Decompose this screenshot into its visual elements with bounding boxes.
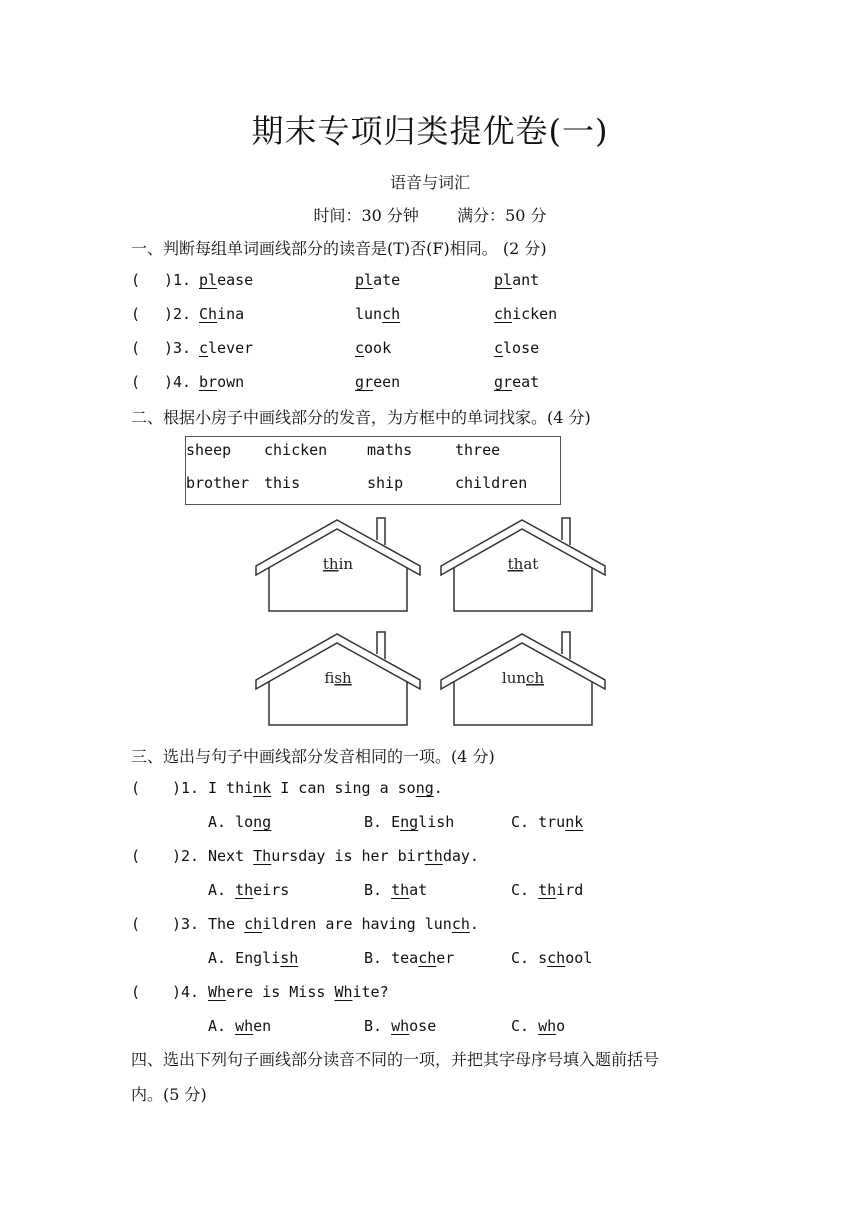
underlined-part: nk <box>565 813 584 831</box>
option-a[interactable] <box>208 881 289 899</box>
answer-bracket[interactable]: ( <box>131 339 141 357</box>
house-chimney <box>562 632 570 659</box>
word-part: ird <box>556 881 584 899</box>
underlined-part: th <box>322 555 339 573</box>
house-label <box>502 669 545 687</box>
question-sentence <box>208 779 443 797</box>
underlined-part: ng <box>253 813 272 831</box>
word-part: icken <box>512 305 558 323</box>
page-title: 期末专项归类提优卷(一) <box>251 112 609 150</box>
underlined-part: sh <box>280 949 299 967</box>
word-part: ose <box>409 1017 437 1035</box>
underlined-part: br <box>199 373 218 391</box>
word-part: eirs <box>253 881 290 899</box>
word-part: ere is Miss <box>226 983 335 1001</box>
underlined-part: gr <box>355 373 374 391</box>
score-info: 满分：50 分 <box>457 206 547 225</box>
option-c[interactable] <box>511 881 583 899</box>
word-part: The <box>208 915 245 933</box>
underlined-part: th <box>424 847 443 865</box>
answer-bracket[interactable]: ( <box>131 915 141 933</box>
underlined-part: ng <box>400 813 419 831</box>
underlined-part: wh <box>391 1017 410 1035</box>
word-box-word: maths <box>367 441 413 459</box>
word-w3 <box>494 271 539 289</box>
item-number: )1. <box>164 271 192 289</box>
underlined-part: c <box>355 339 365 357</box>
underlined-part: gr <box>494 373 513 391</box>
word-part: in <box>338 555 354 573</box>
option-letter: C. <box>511 1017 539 1035</box>
word-part: er <box>436 949 455 967</box>
item-number: )3. <box>164 339 192 357</box>
word-part: lun <box>501 669 527 687</box>
option-a[interactable] <box>208 949 298 967</box>
underlined-part: sh <box>334 669 352 687</box>
option-letter: B. <box>364 813 392 831</box>
section2-heading: 二、根据小房子中画线部分的发音，为方框中的单词找家。(4 分) <box>131 408 591 427</box>
underlined-part: th <box>538 881 557 899</box>
house-chimney <box>562 518 570 545</box>
word-part: lo <box>235 813 254 831</box>
word-w2 <box>355 271 400 289</box>
underlined-part: c <box>199 339 209 357</box>
word-part: ursday is her bir <box>271 847 425 865</box>
word-part: E <box>391 813 401 831</box>
underlined-part: ch <box>494 305 513 323</box>
time-info: 时间：30 分钟 <box>313 206 419 225</box>
word-part: ook <box>364 339 392 357</box>
time-score-line <box>0 203 860 226</box>
option-letter: C. <box>511 881 539 899</box>
answer-bracket[interactable]: ( <box>131 847 141 865</box>
word-part: o <box>556 1017 566 1035</box>
word-part: tea <box>391 949 419 967</box>
word-w1 <box>199 305 244 323</box>
word-part: tru <box>538 813 566 831</box>
word-part: lun <box>355 305 383 323</box>
underlined-part: ch <box>382 305 401 323</box>
house-label <box>323 555 354 573</box>
answer-bracket[interactable]: ( <box>131 983 141 1001</box>
word-part: ool <box>565 949 593 967</box>
word-part: ildren are having lun <box>262 915 452 933</box>
question-sentence <box>208 983 389 1001</box>
word-part: day. <box>442 847 479 865</box>
option-letter: A. <box>208 881 236 899</box>
option-letter: B. <box>364 1017 392 1035</box>
option-b[interactable] <box>364 949 454 967</box>
question-number: )1. <box>172 779 200 797</box>
question-number: )3. <box>172 915 200 933</box>
option-letter: B. <box>364 881 392 899</box>
question-number: )2. <box>172 847 200 865</box>
word-box-word: sheep <box>186 441 232 459</box>
underlined-part: pl <box>494 271 513 289</box>
option-letter: C. <box>511 813 539 831</box>
word-part: fi <box>324 669 335 687</box>
word-box-word: ship <box>367 474 404 492</box>
word-part: eat <box>512 373 540 391</box>
word-w3 <box>494 339 539 357</box>
word-part: ease <box>217 271 254 289</box>
option-b[interactable] <box>364 1017 436 1035</box>
option-letter: B. <box>364 949 392 967</box>
underlined-part: ch <box>547 949 566 967</box>
word-box-word: children <box>455 474 528 492</box>
question-sentence <box>208 847 479 865</box>
word-part: I thi <box>208 779 254 797</box>
underlined-part: pl <box>355 271 374 289</box>
word-w3 <box>494 305 557 323</box>
underlined-part: ch <box>451 915 470 933</box>
underlined-part: wh <box>538 1017 557 1035</box>
word-box-word: three <box>455 441 501 459</box>
word-part: lever <box>208 339 254 357</box>
word-part: ina <box>217 305 245 323</box>
word-w2 <box>355 305 400 323</box>
option-letter: A. <box>208 1017 236 1035</box>
word-part: lose <box>503 339 540 357</box>
underlined-part: ch <box>418 949 437 967</box>
section4-heading-line1: 四、选出下列句子画线部分读音不同的一项，并把其字母序号填入题前括号 <box>131 1050 660 1069</box>
word-part: at <box>523 555 539 573</box>
word-w3 <box>494 373 539 391</box>
underlined-part: th <box>391 881 410 899</box>
word-box-word: brother <box>186 474 250 492</box>
word-part: s <box>538 949 548 967</box>
underlined-part: nk <box>253 779 272 797</box>
word-part: ate <box>373 271 401 289</box>
underlined-part: Ch <box>199 305 218 323</box>
word-w2 <box>355 339 391 357</box>
house-1[interactable] <box>255 517 425 615</box>
answer-bracket[interactable]: ( <box>131 271 141 289</box>
underlined-part: ch <box>526 669 545 687</box>
item-number: )4. <box>164 373 192 391</box>
house-label <box>324 669 352 687</box>
answer-bracket[interactable]: ( <box>131 305 141 323</box>
underlined-part: wh <box>235 1017 254 1035</box>
word-w1 <box>199 339 253 357</box>
question-sentence <box>208 915 479 933</box>
underlined-part: th <box>507 555 524 573</box>
underlined-part: c <box>494 339 504 357</box>
word-part: Engli <box>235 949 281 967</box>
word-part: een <box>373 373 401 391</box>
house-chimney <box>377 632 385 659</box>
word-part: Next <box>208 847 254 865</box>
word-part: . <box>433 779 443 797</box>
word-part: I can sing a so <box>271 779 416 797</box>
section3-heading: 三、选出与句子中画线部分发音相同的一项。(4 分) <box>131 747 495 766</box>
word-box-word: this <box>264 474 301 492</box>
option-letter: A. <box>208 813 236 831</box>
house-4[interactable] <box>440 631 610 729</box>
option-b[interactable] <box>364 881 427 899</box>
underlined-part: ng <box>415 779 434 797</box>
section4-heading-line2: 内。(5 分) <box>131 1085 207 1104</box>
item-number: )2. <box>164 305 192 323</box>
word-part: . <box>469 915 479 933</box>
word-w1 <box>199 271 253 289</box>
option-a[interactable] <box>208 1017 271 1035</box>
word-box <box>185 436 561 505</box>
underlined-part: pl <box>199 271 218 289</box>
underlined-part: Wh <box>334 983 353 1001</box>
house-2[interactable] <box>440 517 610 615</box>
underlined-part: Th <box>253 847 272 865</box>
option-c[interactable] <box>511 949 592 967</box>
word-part: own <box>217 373 245 391</box>
underlined-part: th <box>235 881 254 899</box>
underlined-part: Wh <box>208 983 227 1001</box>
section1-heading: 一、判断每组单词画线部分的读音是(T)否(F)相同。 (2 分) <box>131 239 547 258</box>
option-b[interactable] <box>364 813 454 831</box>
word-part: en <box>253 1017 272 1035</box>
word-w2 <box>355 373 400 391</box>
option-c[interactable] <box>511 1017 565 1035</box>
underlined-part: ch <box>244 915 263 933</box>
word-part: at <box>409 881 428 899</box>
answer-bracket[interactable]: ( <box>131 779 141 797</box>
page-subtitle: 语音与词汇 <box>389 173 470 192</box>
word-w1 <box>199 373 244 391</box>
house-label <box>508 555 539 573</box>
word-part: lish <box>418 813 455 831</box>
house-3[interactable] <box>255 631 425 729</box>
option-c[interactable] <box>511 813 583 831</box>
answer-bracket[interactable]: ( <box>131 373 141 391</box>
house-chimney <box>377 518 385 545</box>
question-number: )4. <box>172 983 200 1001</box>
option-letter: C. <box>511 949 539 967</box>
word-part: ant <box>512 271 540 289</box>
word-box-word: chicken <box>264 441 328 459</box>
option-a[interactable] <box>208 813 271 831</box>
option-letter: A. <box>208 949 236 967</box>
word-part: ite? <box>352 983 389 1001</box>
